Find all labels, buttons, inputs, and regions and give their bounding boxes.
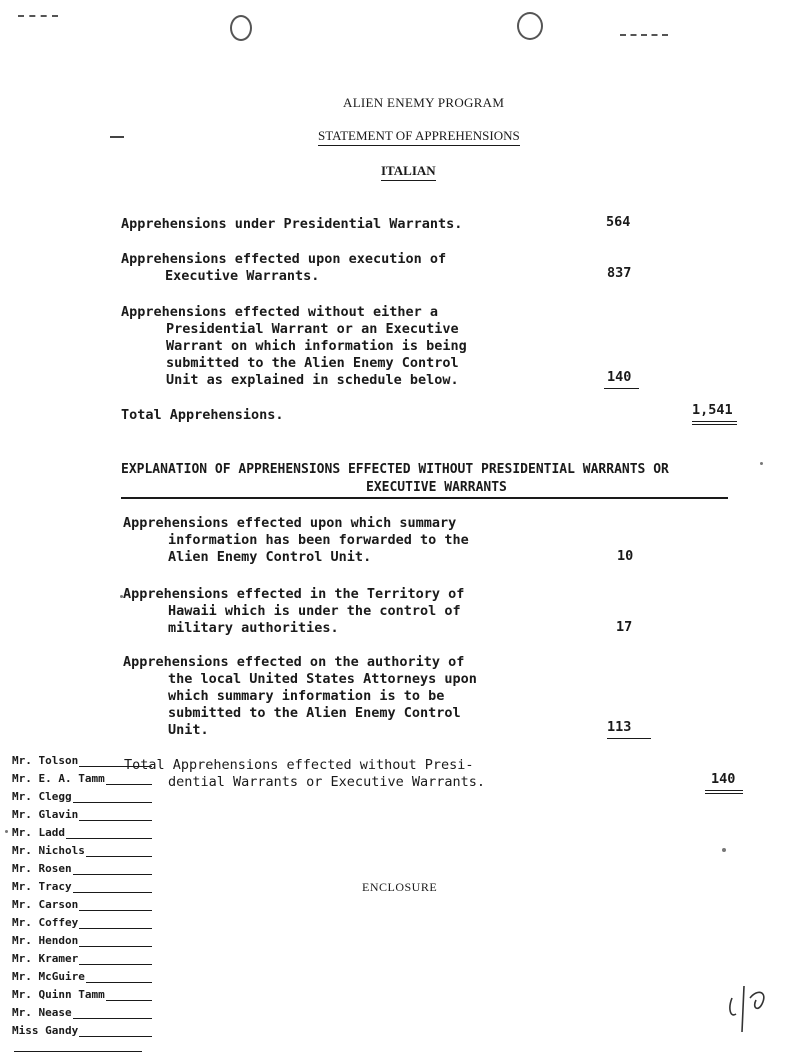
- hawaii-label-line: Hawaii which is under the control of: [168, 603, 461, 619]
- executive-warrants-value: 837: [607, 265, 632, 281]
- routing-line: [73, 874, 152, 875]
- hawaii-value: 17: [616, 619, 633, 635]
- summary-info-value: 10: [617, 548, 634, 564]
- routing-list: [12, 752, 152, 1040]
- routing-entry: [12, 788, 152, 806]
- routing-entry: [12, 878, 152, 896]
- routing-entry: [12, 950, 152, 968]
- routing-entry: [12, 1022, 152, 1040]
- routing-line: [79, 910, 152, 911]
- routing-name: Mr. McGuire: [12, 970, 85, 983]
- explanation-heading-line: EXECUTIVE WARRANTS: [366, 480, 507, 495]
- scan-mark-left: [110, 136, 124, 138]
- executive-warrants-label-line: Executive Warrants.: [165, 268, 320, 284]
- routing-entry: [12, 860, 152, 878]
- routing-line: [86, 982, 152, 983]
- routing-line: [73, 802, 152, 803]
- routing-entry: [12, 932, 152, 950]
- hawaii-label-line: military authorities.: [168, 620, 339, 636]
- routing-line: [106, 1000, 152, 1001]
- routing-name: Mr. Carson: [12, 898, 79, 911]
- without-warrant-value: 140: [604, 369, 639, 389]
- routing-name: Mr. Rosen: [12, 862, 72, 875]
- executive-warrants-label-line: Apprehensions effected upon execution of: [121, 251, 447, 267]
- punch-hole-left: [230, 15, 252, 41]
- routing-entry: [12, 986, 152, 1004]
- routing-name: Miss Gandy: [12, 1024, 79, 1037]
- presidential-warrants-value: 564: [606, 214, 631, 230]
- attorneys-value: 113: [607, 719, 651, 739]
- without-warrant-label-line: Warrant on which information is being: [166, 338, 467, 354]
- explanation-total-value: 140: [705, 771, 743, 794]
- without-warrant-label-line: Apprehensions effected without either a: [121, 304, 438, 320]
- without-warrant-label-line: submitted to the Alien Enemy Control: [166, 355, 459, 371]
- total-apprehensions-value: 1,541: [692, 402, 737, 425]
- without-warrant-label-line: Unit as explained in schedule below.: [166, 372, 459, 388]
- routing-entry: [12, 914, 152, 932]
- routing-name: Mr. Kramer: [12, 952, 79, 965]
- program-title: ALIEN ENEMY PROGRAM: [343, 95, 505, 110]
- routing-name: Mr. Nease: [12, 1006, 72, 1019]
- routing-entry: [12, 842, 152, 860]
- routing-name: Mr. Quinn Tamm: [12, 988, 105, 1001]
- explanation-heading-underline: [121, 497, 728, 499]
- total-apprehensions-label: Total Apprehensions.: [121, 407, 284, 423]
- routing-name: Mr. Nichols: [12, 844, 85, 857]
- routing-entry: [12, 770, 152, 788]
- routing-line: [79, 946, 152, 947]
- summary-info-label-line: information has been forwarded to the: [168, 532, 469, 548]
- without-warrant-label-line: Presidential Warrant or an Executive: [166, 321, 459, 337]
- attorneys-label-line: submitted to the Alien Enemy Control: [168, 705, 461, 721]
- handwritten-initials-stroke: [730, 986, 764, 1032]
- routing-bottom-rule: [14, 1051, 142, 1052]
- attorneys-label-line: Apprehensions effected on the authority of: [123, 654, 465, 670]
- hawaii-label-line: Apprehensions effected in the Territory of: [123, 586, 465, 602]
- scan-speck: [722, 848, 726, 852]
- routing-name: Mr. Tolson: [12, 754, 79, 767]
- scan-mark-top-right: [620, 34, 668, 36]
- routing-line: [86, 856, 152, 857]
- attorneys-label-line: Unit.: [168, 722, 209, 738]
- scan-speck: [5, 830, 8, 833]
- routing-entry: [12, 752, 152, 770]
- routing-line: [79, 820, 152, 821]
- routing-name: Mr. Glavin: [12, 808, 79, 821]
- explanation-total-label-line: Total Apprehensions effected without Presi-: [124, 757, 474, 773]
- routing-line: [73, 892, 152, 893]
- routing-line: [79, 766, 152, 767]
- scan-mark-top-left: [18, 15, 58, 17]
- punch-hole-right: [517, 12, 543, 40]
- routing-entry: [12, 896, 152, 914]
- scan-speck: [760, 462, 763, 465]
- routing-name: Mr. Hendon: [12, 934, 79, 947]
- attorneys-label-line: the local United States Attorneys upon: [168, 671, 477, 687]
- enclosure-label: ENCLOSURE: [362, 880, 438, 894]
- routing-entry: [12, 824, 152, 842]
- nationality-title: ITALIAN: [381, 163, 436, 181]
- routing-name: Mr. Coffey: [12, 916, 79, 929]
- handwritten-initials: [722, 978, 782, 1036]
- routing-line: [106, 784, 152, 785]
- attorneys-label-line: which summary information is to be: [168, 688, 445, 704]
- routing-entry: [12, 1004, 152, 1022]
- routing-line: [73, 1018, 152, 1019]
- routing-line: [79, 928, 152, 929]
- routing-line: [66, 838, 152, 839]
- routing-line: [79, 964, 152, 965]
- explanation-total-label-line: dential Warrants or Executive Warrants.: [168, 774, 485, 790]
- routing-name: Mr. E. A. Tamm: [12, 772, 105, 785]
- summary-info-label-line: Alien Enemy Control Unit.: [168, 549, 372, 565]
- routing-line: [79, 1036, 152, 1037]
- explanation-heading-line: EXPLANATION OF APPREHENSIONS EFFECTED WITHOUT PRESIDENTIAL WARRANTS OR: [121, 462, 669, 477]
- routing-name: Mr. Tracy: [12, 880, 72, 893]
- routing-entry: [12, 806, 152, 824]
- summary-info-label-line: Apprehensions effected upon which summary: [123, 515, 457, 531]
- presidential-warrants-label: Apprehensions under Presidential Warrants.: [121, 216, 463, 232]
- statement-title: STATEMENT OF APPREHENSIONS: [318, 128, 520, 146]
- routing-name: Mr. Clegg: [12, 790, 72, 803]
- routing-entry: [12, 968, 152, 986]
- routing-name: Mr. Ladd: [12, 826, 65, 839]
